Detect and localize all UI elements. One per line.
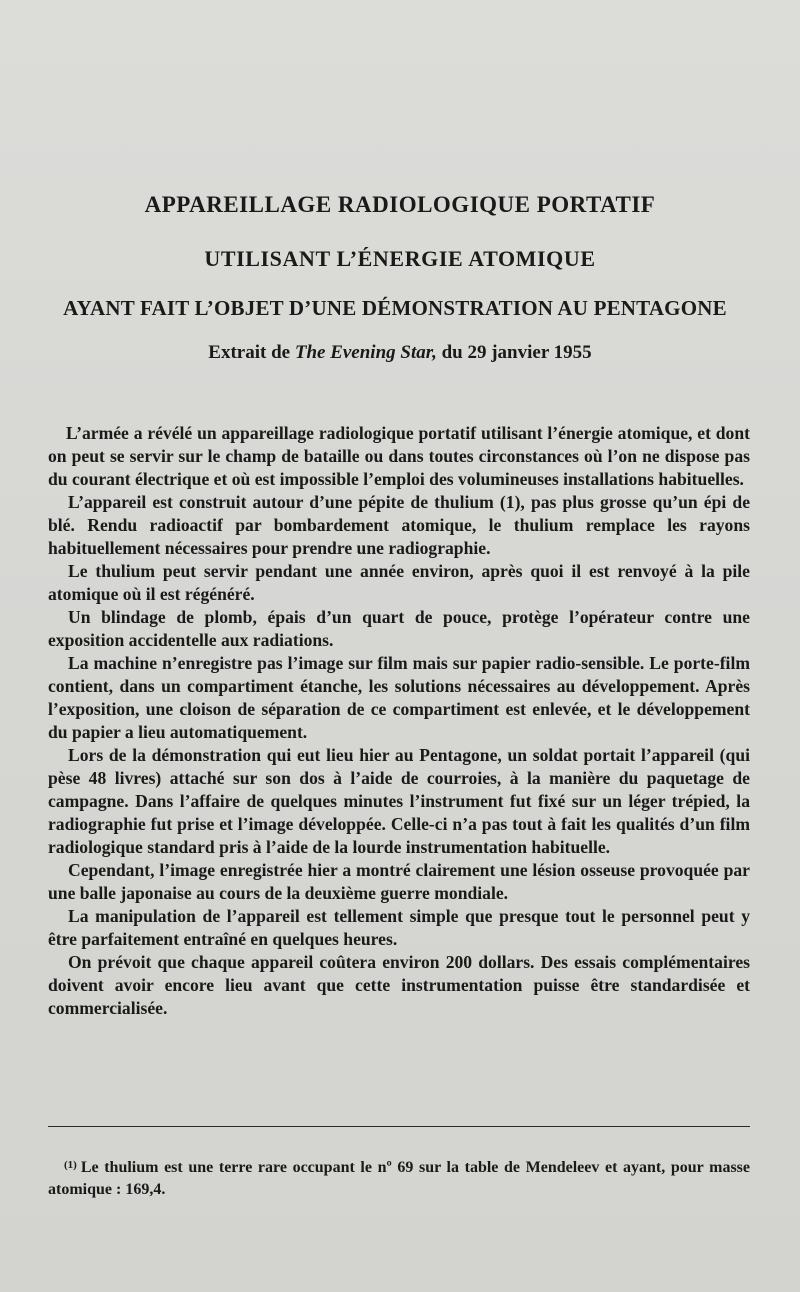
source-prefix: Extrait de [208,342,295,363]
paragraph-4: Un blindage de plomb, épais d’un quart de pouce, protège l’opérateur contre une exposition accidentelle aux radiations. [48,607,750,650]
paragraph-8: La manipulation de l’appareil est tellement simple que presque tout le personnel peut y être parfaitement entraîné en quelques heures. [48,906,750,949]
paragraph-7: Cependant, l’image enregistrée hier a montré clairement une lésion osseuse provoquée par une balle japonaise au cours de la deuxième guerre mondiale. [48,860,750,903]
footnote-text: Le thulium est une terre rare occupant le nº 69 sur la table de Mendeleev et ayant, pour masse atomique : 169,4. [48,1159,750,1198]
title-line-3: AYANT FAIT L’OBJET D’UNE DÉMONSTRATION AU PENTAGONE [63,296,727,320]
footnote-separator [48,1126,750,1127]
paragraph-5: La machine n’enregistre pas l’image sur film mais sur papier radio-sensible. Le porte-film contient, dans un compartiment étanche, les solutions nécessaires au développement. Après l’exposition, une cloison de séparation de ce compartiment est enlevée, et le développement du papier a lieu automatiquement. [48,653,750,742]
article-body [48,422,750,1020]
paragraph-3: Le thulium peut servir pendant une année environ, après quoi il est renvoyé à la pile atomique où il est régénéré. [48,561,750,604]
paragraph-9: On prévoit que chaque appareil coûtera environ 200 dollars. Des essais complémentaires doivent avoir encore lieu avant que cette instrumentation puisse être standardisée et commercialisée. [48,952,750,1018]
paragraph-2: L’appareil est construit autour d’une pépite de thulium (1), pas plus grosse qu’un épi de blé. Rendu radioactif par bombardement atomique, le thulium remplace les rayons habituellement nécessaires pour prendre une radiographie. [48,492,750,558]
title-line-2: UTILISANT L’ÉNERGIE ATOMIQUE [204,246,596,271]
footnote-marker: (1) [64,1159,77,1171]
paragraph-1: L’armée a révélé un appareillage radiologique portatif utilisant l’énergie atomique, et dont on peut se servir sur le champ de bataille ou dans toutes circonstances où l’on ne dispose pas du courant électrique et où est impossible l’emploi des volumineuses installations habituelles. [48,423,750,489]
source-suffix: du 29 janvier 1955 [436,342,592,363]
source-publication: The Evening Star, [294,342,437,363]
paragraph-6: Lors de la démonstration qui eut lieu hier au Pentagone, un soldat portait l’appareil (qui pèse 48 livres) attaché sur son dos à l’aide de courroies, à la manière du paquetage de campagne. Dans l’affaire de quelques minutes l’instrument fut fixé sur un léger trépied, la radiographie fut prise et l’image développée. Celle-ci n’a pas tout à fait les qualités d’un film radiologique standard pris à l’aide de la lourde instrumentation habituelle. [48,745,750,857]
source-line [0,342,800,364]
footnote [48,1154,750,1201]
title-line-1: APPAREILLAGE RADIOLOGIQUE PORTATIF [144,192,656,217]
